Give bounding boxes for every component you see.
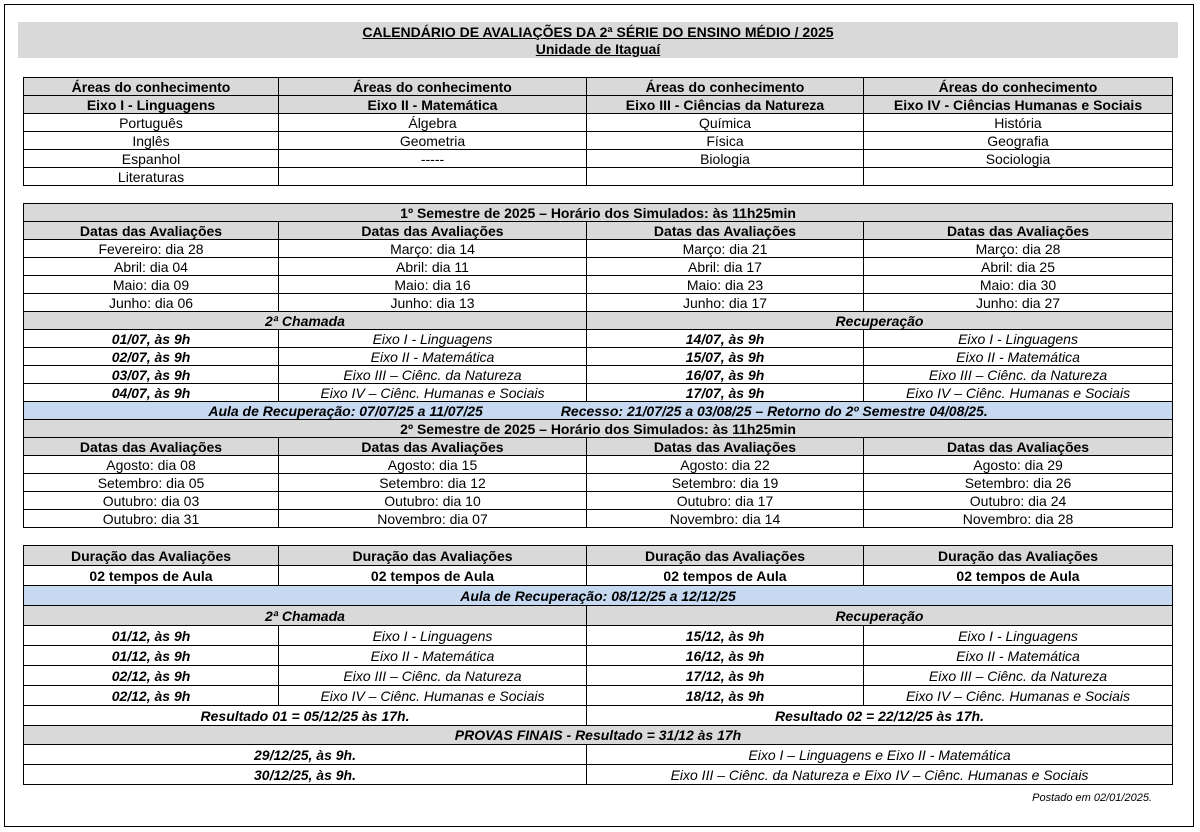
chamada-label: 2ª Chamada bbox=[24, 606, 587, 626]
date-cell: Outubro: dia 24 bbox=[864, 492, 1173, 510]
exam-date: 16/12, às 9h bbox=[587, 646, 864, 666]
exam-subject: Eixo IV – Ciênc. Humanas e Sociais bbox=[279, 384, 587, 402]
date-cell: Fevereiro: dia 28 bbox=[24, 240, 279, 258]
subjects-row bbox=[24, 168, 1173, 186]
areas-header: Áreas do conhecimento bbox=[587, 78, 864, 96]
duracao-header-row bbox=[24, 546, 1173, 566]
exam-subject: Eixo II - Matemática bbox=[279, 646, 587, 666]
exam-subject: Eixo I - Linguagens bbox=[864, 626, 1173, 646]
duracao-value-row bbox=[24, 566, 1173, 586]
date-cell: Abril: dia 11 bbox=[279, 258, 587, 276]
dates-header: Datas das Avaliações bbox=[864, 222, 1173, 240]
areas-header: Áreas do conhecimento bbox=[279, 78, 587, 96]
axes-row bbox=[24, 96, 1173, 114]
duracao-value: 02 tempos de Aula bbox=[587, 566, 864, 586]
exam-date: 02/07, às 9h bbox=[24, 348, 279, 366]
recovery-note bbox=[24, 402, 1173, 420]
date-cell: Outubro: dia 31 bbox=[24, 510, 279, 528]
duracao-value: 02 tempos de Aula bbox=[24, 566, 279, 586]
subjects-row bbox=[24, 150, 1173, 168]
sem1-date-row bbox=[24, 294, 1173, 312]
date-cell: Novembro: dia 28 bbox=[864, 510, 1173, 528]
duracao-value: 02 tempos de Aula bbox=[279, 566, 587, 586]
axis-label: Eixo IV - Ciências Humanas e Sociais bbox=[864, 96, 1173, 114]
aula-recuperacao-text: Aula de Recuperação: 07/07/25 a 11/07/25 bbox=[208, 402, 483, 419]
subject-cell: Álgebra bbox=[279, 114, 587, 132]
subjects-row bbox=[24, 114, 1173, 132]
exam-date: 15/07, às 9h bbox=[587, 348, 864, 366]
sem1-exam-row bbox=[24, 330, 1173, 348]
duracao-header: Duração das Avaliações bbox=[279, 546, 587, 566]
dates-header: Datas das Avaliações bbox=[24, 438, 279, 456]
date-cell: Setembro: dia 05 bbox=[24, 474, 279, 492]
subject-cell: Física bbox=[587, 132, 864, 150]
exam-date: 17/07, às 9h bbox=[587, 384, 864, 402]
date-cell: Outubro: dia 17 bbox=[587, 492, 864, 510]
date-cell: Junho: dia 06 bbox=[24, 294, 279, 312]
sem1-date-row bbox=[24, 258, 1173, 276]
axis-label: Eixo II - Matemática bbox=[279, 96, 587, 114]
duracao-header: Duração das Avaliações bbox=[24, 546, 279, 566]
final-exam-date: 29/12/25, às 9h. bbox=[24, 745, 587, 765]
subject-cell bbox=[864, 168, 1173, 186]
dates-header: Datas das Avaliações bbox=[587, 438, 864, 456]
final-exam-row bbox=[24, 686, 1173, 706]
subject-cell: Português bbox=[24, 114, 279, 132]
sem1-date-row bbox=[24, 276, 1173, 294]
provas-finais-title: PROVAS FINAIS - Resultado = 31/12 às 17h bbox=[24, 726, 1173, 745]
dates-header: Datas das Avaliações bbox=[279, 222, 587, 240]
sem1-exam-row bbox=[24, 366, 1173, 384]
date-cell: Abril: dia 04 bbox=[24, 258, 279, 276]
axis-label: Eixo III - Ciências da Natureza bbox=[587, 96, 864, 114]
page-title: CALENDÁRIO DE AVALIAÇÕES DA 2ª SÉRIE DO ENSINO MÉDIO / 2025 bbox=[362, 24, 834, 40]
sem1-exam-row bbox=[24, 384, 1173, 402]
page-subtitle: Unidade de Itaguaí bbox=[535, 41, 661, 57]
date-cell: Maio: dia 09 bbox=[24, 276, 279, 294]
sem2-date-row bbox=[24, 474, 1173, 492]
subject-cell: Biologia bbox=[587, 150, 864, 168]
final-exam-row bbox=[24, 666, 1173, 686]
aula-recuperacao-final: Aula de Recuperação: 08/12/25 a 12/12/25 bbox=[24, 586, 1173, 606]
sem1-section-labels-row bbox=[24, 312, 1173, 330]
final-section-labels-row bbox=[24, 606, 1173, 626]
date-cell: Agosto: dia 15 bbox=[279, 456, 587, 474]
exam-subject: Eixo IV – Ciênc. Humanas e Sociais bbox=[279, 686, 587, 706]
dates-header: Datas das Avaliações bbox=[587, 222, 864, 240]
date-cell: Abril: dia 17 bbox=[587, 258, 864, 276]
sem2-date-row bbox=[24, 510, 1173, 528]
exam-subject: Eixo III – Ciênc. da Natureza bbox=[864, 666, 1173, 686]
date-cell: Outubro: dia 10 bbox=[279, 492, 587, 510]
exam-subject: Eixo III – Ciênc. da Natureza bbox=[864, 366, 1173, 384]
subject-cell bbox=[279, 168, 587, 186]
sem2-dates-header-row bbox=[24, 438, 1173, 456]
provas-finais-row bbox=[24, 726, 1173, 745]
exam-subject: Eixo IV – Ciênc. Humanas e Sociais bbox=[864, 384, 1173, 402]
date-cell: Março: dia 14 bbox=[279, 240, 587, 258]
subject-cell: Sociologia bbox=[864, 150, 1173, 168]
exam-subject: Eixo III – Ciênc. da Natureza bbox=[279, 666, 587, 686]
sem1-title: 1º Semestre de 2025 – Horário dos Simulados: às 11h25min bbox=[24, 204, 1173, 222]
sem1-date-row bbox=[24, 240, 1173, 258]
recesso-text: Recesso: 21/07/25 a 03/08/25 – Retorno do 2º Semestre 04/08/25. bbox=[560, 402, 988, 419]
axis-label: Eixo I - Linguagens bbox=[24, 96, 279, 114]
areas-header: Áreas do conhecimento bbox=[24, 78, 279, 96]
date-cell: Maio: dia 23 bbox=[587, 276, 864, 294]
sem2-date-row bbox=[24, 492, 1173, 510]
subject-cell: Geografia bbox=[864, 132, 1173, 150]
exam-date: 02/12, às 9h bbox=[24, 686, 279, 706]
exam-date: 14/07, às 9h bbox=[587, 330, 864, 348]
final-exam-date: 30/12/25, às 9h. bbox=[24, 765, 587, 785]
exam-date: 17/12, às 9h bbox=[587, 666, 864, 686]
sem1-title-row bbox=[24, 204, 1173, 222]
exam-date: 01/12, às 9h bbox=[24, 626, 279, 646]
subject-cell: Geometria bbox=[279, 132, 587, 150]
sem1-recovery-row bbox=[24, 402, 1173, 420]
date-cell: Junho: dia 27 bbox=[864, 294, 1173, 312]
final-exam-row bbox=[24, 646, 1173, 666]
duracao-value: 02 tempos de Aula bbox=[864, 566, 1173, 586]
recuperacao-label: Recuperação bbox=[587, 606, 1173, 626]
sem1-exam-row bbox=[24, 348, 1173, 366]
date-cell: Junho: dia 17 bbox=[587, 294, 864, 312]
sem1-dates-header-row bbox=[24, 222, 1173, 240]
date-cell: Março: dia 28 bbox=[864, 240, 1173, 258]
date-cell: Setembro: dia 12 bbox=[279, 474, 587, 492]
date-cell: Agosto: dia 22 bbox=[587, 456, 864, 474]
areas-header-row bbox=[24, 78, 1173, 96]
date-cell: Novembro: dia 14 bbox=[587, 510, 864, 528]
sem2-title: 2º Semestre de 2025 – Horário dos Simulados: às 11h25min bbox=[24, 420, 1173, 438]
resultado-2: Resultado 02 = 22/12/25 às 17h. bbox=[587, 706, 1173, 726]
chamada-label: 2ª Chamada bbox=[24, 312, 587, 330]
final-exam-schedule-row bbox=[24, 745, 1173, 765]
exam-subject: Eixo II - Matemática bbox=[864, 646, 1173, 666]
exam-date: 03/07, às 9h bbox=[24, 366, 279, 384]
posted-date: Postado em 02/01/2025. bbox=[1032, 792, 1152, 804]
exam-date: 01/07, às 9h bbox=[24, 330, 279, 348]
semesters-table bbox=[23, 203, 1173, 528]
date-cell: Junho: dia 13 bbox=[279, 294, 587, 312]
date-cell: Agosto: dia 08 bbox=[24, 456, 279, 474]
final-table bbox=[23, 545, 1173, 785]
date-cell: Maio: dia 16 bbox=[279, 276, 587, 294]
areas-header: Áreas do conhecimento bbox=[864, 78, 1173, 96]
exam-subject: Eixo I - Linguagens bbox=[279, 330, 587, 348]
exam-date: 18/12, às 9h bbox=[587, 686, 864, 706]
subject-cell: Espanhol bbox=[24, 150, 279, 168]
final-exam-row bbox=[24, 626, 1173, 646]
subject-cell: Química bbox=[587, 114, 864, 132]
subject-cell bbox=[587, 168, 864, 186]
date-cell: Agosto: dia 29 bbox=[864, 456, 1173, 474]
final-exam-schedule-row bbox=[24, 765, 1173, 785]
subject-cell: Inglês bbox=[24, 132, 279, 150]
duracao-header: Duração das Avaliações bbox=[864, 546, 1173, 566]
exam-subject: Eixo IV – Ciênc. Humanas e Sociais bbox=[864, 686, 1173, 706]
final-recovery-row bbox=[24, 586, 1173, 606]
date-cell: Setembro: dia 26 bbox=[864, 474, 1173, 492]
sem2-date-row bbox=[24, 456, 1173, 474]
date-cell: Abril: dia 25 bbox=[864, 258, 1173, 276]
exam-subject: Eixo II - Matemática bbox=[864, 348, 1173, 366]
exam-subject: Eixo III – Ciênc. da Natureza bbox=[279, 366, 587, 384]
dates-header: Datas das Avaliações bbox=[279, 438, 587, 456]
sem2-title-row bbox=[24, 420, 1173, 438]
dates-header: Datas das Avaliações bbox=[864, 438, 1173, 456]
resultado-1: Resultado 01 = 05/12/25 às 17h. bbox=[24, 706, 587, 726]
subject-cell: História bbox=[864, 114, 1173, 132]
date-cell: Março: dia 21 bbox=[587, 240, 864, 258]
exam-date: 02/12, às 9h bbox=[24, 666, 279, 686]
exam-date: 15/12, às 9h bbox=[587, 626, 864, 646]
dates-header: Datas das Avaliações bbox=[24, 222, 279, 240]
exam-subject: Eixo I - Linguagens bbox=[864, 330, 1173, 348]
date-cell: Outubro: dia 03 bbox=[24, 492, 279, 510]
subjects-row bbox=[24, 132, 1173, 150]
recuperacao-label: Recuperação bbox=[587, 312, 1173, 330]
date-cell: Maio: dia 30 bbox=[864, 276, 1173, 294]
date-cell: Setembro: dia 19 bbox=[587, 474, 864, 492]
results-row bbox=[24, 706, 1173, 726]
exam-date: 16/07, às 9h bbox=[587, 366, 864, 384]
exam-subject: Eixo I - Linguagens bbox=[279, 626, 587, 646]
exam-date: 01/12, às 9h bbox=[24, 646, 279, 666]
duracao-header: Duração das Avaliações bbox=[587, 546, 864, 566]
subject-cell: ----- bbox=[279, 150, 587, 168]
final-exam-subjects: Eixo III – Ciênc. da Natureza e Eixo IV – Ciênc. Humanas e Sociais bbox=[587, 765, 1173, 785]
date-cell: Novembro: dia 07 bbox=[279, 510, 587, 528]
exam-subject: Eixo II - Matemática bbox=[279, 348, 587, 366]
subject-cell: Literaturas bbox=[24, 168, 279, 186]
exam-date: 04/07, às 9h bbox=[24, 384, 279, 402]
areas-table bbox=[23, 77, 1173, 186]
final-exam-subjects: Eixo I – Linguagens e Eixo II - Matemática bbox=[587, 745, 1173, 765]
title-banner bbox=[18, 22, 1178, 58]
